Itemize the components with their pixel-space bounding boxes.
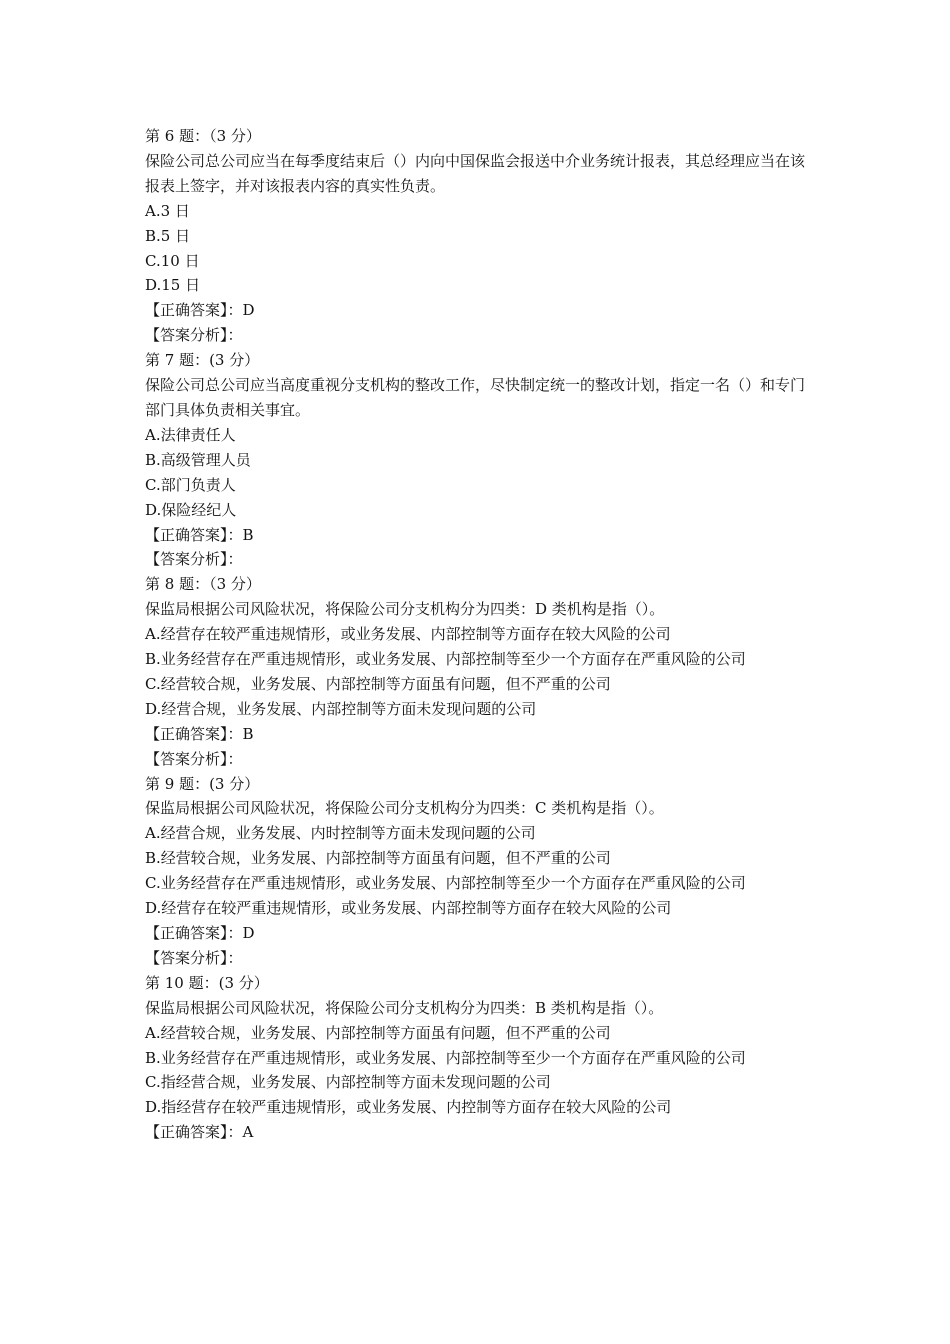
option-b: B.5 日 [145,226,191,245]
option-a: A.经营较合规，业务发展、内部控制等方面虽有问题，但不严重的公司 [145,1023,611,1042]
correct-answer: 【正确答案】：D [145,301,255,320]
option-d: D.指经营存在较严重违规情形，或业务发展、内控制等方面存在较大风险的公司 [145,1098,672,1117]
question-stem: 保险公司总公司应当在每季度结束后（）内向中国保监会报送中介业务统计报表，其总经理应当在该报表上签字，并对该报表内容的真实性负责。 [145,151,806,195]
question-7 [145,348,810,572]
option-b: B.业务经营存在严重违规情形，或业务发展、内部控制等至少一个方面存在严重风险的公司 [145,1048,746,1067]
question-9 [145,772,810,971]
option-a: A.经营合规，业务发展、内时控制等方面未发现问题的公司 [145,824,536,843]
correct-answer: 【正确答案】：A [145,1123,254,1142]
correct-answer: 【正确答案】：B [145,525,254,544]
option-c: C.业务经营存在严重违规情形，或业务发展、内部控制等至少一个方面存在严重风险的公司 [145,874,746,893]
question-stem: 保监局根据公司风险状况，将保险公司分支机构分为四类：B 类机构是指（）。 [145,998,664,1017]
option-b: B.高级管理人员 [145,450,251,469]
correct-answer: 【正确答案】：D [145,924,255,942]
option-c: C.10 日 [145,251,200,270]
option-a: A.经营存在较严重违规情形，或业务发展、内部控制等方面存在较大风险的公司 [145,625,671,644]
question-header: 第 10 题：(3 分） [145,973,269,992]
question-header: 第 7 题：(3 分） [145,351,260,370]
option-d: D.15 日 [145,276,201,295]
option-c: C.指经营合规，业务发展、内部控制等方面未发现问题的公司 [145,1073,551,1092]
option-a: A.法律责任人 [145,425,236,444]
question-stem: 保监局根据公司风险状况，将保险公司分支机构分为四类：D 类机构是指（）。 [145,600,665,619]
question-stem: 保险公司总公司应当高度重视分支机构的整改工作，尽快制定统一的整改计划，指定一名（）和专门部门具体负责相关事宜。 [145,376,806,419]
option-d: D.经营存在较严重违规情形，或业务发展、内部控制等方面存在较大风险的公司 [145,899,672,918]
option-b: B.经营较合规，业务发展、内部控制等方面虽有问题，但不严重的公司 [145,849,611,868]
question-header: 第 8 题：（3 分） [145,575,261,594]
question-6 [145,124,810,348]
question-header: 第 6 题：（3 分） [145,127,261,145]
question-8 [145,572,810,771]
question-10 [145,971,810,1145]
correct-answer: 【正确答案】：B [145,724,254,743]
option-d: D.经营合规，业务发展、内部控制等方面未发现问题的公司 [145,699,537,718]
answer-analysis: 【答案分析】： [145,948,243,967]
answer-analysis: 【答案分析】： [145,550,243,569]
option-d: D.保险经纪人 [145,500,237,519]
question-stem: 保监局根据公司风险状况，将保险公司分支机构分为四类：C 类机构是指（）。 [145,799,664,818]
option-a: A.3 日 [145,201,190,220]
option-c: C.部门负责人 [145,475,236,494]
answer-analysis: 【答案分析】： [145,326,243,345]
option-c: C.经营较合规，业务发展、内部控制等方面虽有问题，但不严重的公司 [145,674,611,693]
option-b: B.业务经营存在严重违规情形，或业务发展、内部控制等至少一个方面存在严重风险的公司 [145,650,746,669]
question-header: 第 9 题：(3 分） [145,774,260,793]
document-page [145,124,810,1145]
answer-analysis: 【答案分析】： [145,749,243,768]
